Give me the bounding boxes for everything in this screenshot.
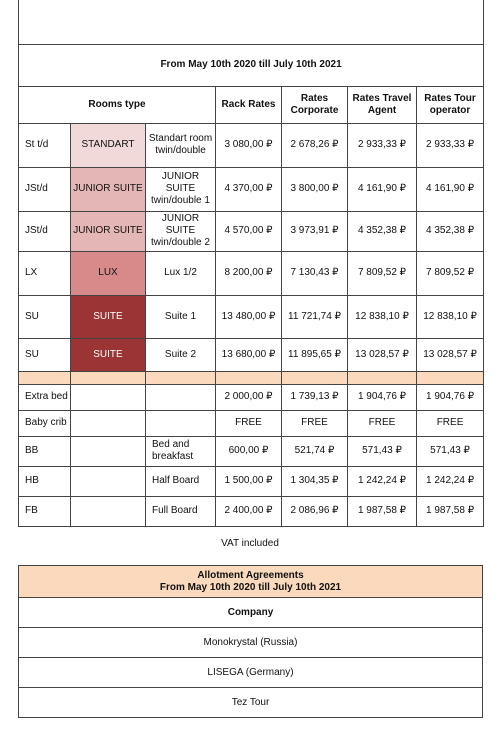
rack-rate: 8 200,00 ₽ [216, 251, 282, 295]
travel-agent-rate: 571,43 ₽ [348, 436, 417, 466]
room-description: Lux 1/2 [146, 251, 216, 295]
room-category: STANDART [71, 123, 146, 167]
table-row [19, 496, 484, 526]
room-code: St t/d [19, 123, 71, 167]
tour-operator-rate: FREE [417, 410, 484, 436]
travel-agent-rate: 7 809,52 ₽ [348, 251, 417, 295]
room-code: SU [19, 338, 71, 371]
list-item [19, 658, 483, 688]
table-row [19, 410, 484, 436]
room-description: JUNIOR SUITE twin/double 1 [146, 167, 216, 211]
travel-agent-rate: 1 904,76 ₽ [348, 384, 417, 410]
travel-agent-rate: 13 028,57 ₽ [348, 338, 417, 371]
table-row [19, 338, 484, 371]
rack-rate: 2 400,00 ₽ [216, 496, 282, 526]
tour-operator-rate: 571,43 ₽ [417, 436, 484, 466]
rack-rate: 600,00 ₽ [216, 436, 282, 466]
tour-operator-rate: 4 352,38 ₽ [417, 211, 484, 251]
room-category: LUX [71, 251, 146, 295]
rack-rates-header: Rack Rates [216, 86, 282, 123]
table-row [19, 211, 484, 251]
corporate-rate: 1 304,35 ₽ [282, 466, 348, 496]
table-row [19, 123, 484, 167]
room-code: JSt/d [19, 167, 71, 211]
extra-code: Extra bed [19, 384, 71, 410]
rack-rate: 2 000,00 ₽ [216, 384, 282, 410]
extra-description: Half Board [146, 466, 216, 496]
tour-operator-rate: 1 987,58 ₽ [417, 496, 484, 526]
room-code: JSt/d [19, 211, 71, 251]
rack-rate: 3 080,00 ₽ [216, 123, 282, 167]
allotment-title: Allotment Agreements [197, 569, 304, 581]
allotment-header [19, 566, 483, 598]
company-name: Monokrystal (Russia) [19, 628, 483, 658]
extra-description: Full Board [146, 496, 216, 526]
table-row [19, 251, 484, 295]
company-header: Company [19, 598, 483, 628]
room-category: JUNIOR SUITE [71, 167, 146, 211]
room-category: SUITE [71, 338, 146, 371]
corporate-rate: FREE [282, 410, 348, 436]
tour-operator-rate: 13 028,57 ₽ [417, 338, 484, 371]
travel-agent-rate: 4 161,90 ₽ [348, 167, 417, 211]
tour-operator-rate: 1 904,76 ₽ [417, 384, 484, 410]
company-header-row [19, 598, 483, 628]
tour-operator-rate: 2 933,33 ₽ [417, 123, 484, 167]
travel-agent-rates-header: Rates Travel Agent [348, 86, 417, 123]
vat-note: VAT included [221, 538, 279, 549]
rack-rate: 1 500,00 ₽ [216, 466, 282, 496]
rooms-type-header: Rooms type [19, 86, 216, 123]
period-row [19, 44, 484, 86]
corporate-rate: 3 800,00 ₽ [282, 167, 348, 211]
separator-row [19, 371, 484, 384]
allotment-period: From May 10th 2020 till July 10th 2021 [159, 581, 342, 593]
travel-agent-rate: 1 242,24 ₽ [348, 466, 417, 496]
room-description: Standart room twin/double [146, 123, 216, 167]
room-description: Suite 2 [146, 338, 216, 371]
period-title: From May 10th 2020 till July 10th 2021 [19, 44, 484, 86]
allotment-table [18, 565, 483, 718]
corporate-rates-header: Rates Corporate [282, 86, 348, 123]
rates-table [18, 0, 484, 527]
table-row [19, 436, 484, 466]
room-description: JUNIOR SUITE twin/double 2 [146, 211, 216, 251]
tour-operator-rate: 4 161,90 ₽ [417, 167, 484, 211]
corporate-rate: 521,74 ₽ [282, 436, 348, 466]
table-top-spacer [19, 0, 484, 44]
company-name: Tez Tour [19, 688, 483, 718]
rack-rate: 4 370,00 ₽ [216, 167, 282, 211]
tour-operator-rate: 12 838,10 ₽ [417, 295, 484, 338]
corporate-rate: 7 130,43 ₽ [282, 251, 348, 295]
corporate-rate: 11 895,65 ₽ [282, 338, 348, 371]
list-item [19, 628, 483, 658]
rack-rate: FREE [216, 410, 282, 436]
travel-agent-rate: 4 352,38 ₽ [348, 211, 417, 251]
extra-code: BB [19, 436, 71, 466]
allotment-header-row [19, 566, 483, 598]
extra-description [146, 410, 216, 436]
room-code: SU [19, 295, 71, 338]
header-row [19, 86, 484, 123]
extra-description [146, 384, 216, 410]
tour-operator-rate: 7 809,52 ₽ [417, 251, 484, 295]
table-row [19, 466, 484, 496]
corporate-rate: 1 739,13 ₽ [282, 384, 348, 410]
extra-code: FB [19, 496, 71, 526]
travel-agent-rate: 12 838,10 ₽ [348, 295, 417, 338]
corporate-rate: 11 721,74 ₽ [282, 295, 348, 338]
tour-operator-rate: 1 242,24 ₽ [417, 466, 484, 496]
extra-code: Baby crib [19, 410, 71, 436]
travel-agent-rate: FREE [348, 410, 417, 436]
room-description: Suite 1 [146, 295, 216, 338]
corporate-rate: 2 678,26 ₽ [282, 123, 348, 167]
table-row [19, 384, 484, 410]
list-item [19, 688, 483, 718]
travel-agent-rate: 1 987,58 ₽ [348, 496, 417, 526]
corporate-rate: 2 086,96 ₽ [282, 496, 348, 526]
room-category: JUNIOR SUITE [71, 211, 146, 251]
rack-rate: 13 680,00 ₽ [216, 338, 282, 371]
rack-rate: 4 570,00 ₽ [216, 211, 282, 251]
rack-rate: 13 480,00 ₽ [216, 295, 282, 338]
corporate-rate: 3 973,91 ₽ [282, 211, 348, 251]
table-row [19, 295, 484, 338]
room-category: SUITE [71, 295, 146, 338]
travel-agent-rate: 2 933,33 ₽ [348, 123, 417, 167]
extra-description: Bed and breakfast [146, 436, 216, 466]
room-code: LX [19, 251, 71, 295]
extra-code: HB [19, 466, 71, 496]
company-name: LISEGA (Germany) [19, 658, 483, 688]
tour-operator-rates-header: Rates Tour operator [417, 86, 484, 123]
table-row [19, 167, 484, 211]
